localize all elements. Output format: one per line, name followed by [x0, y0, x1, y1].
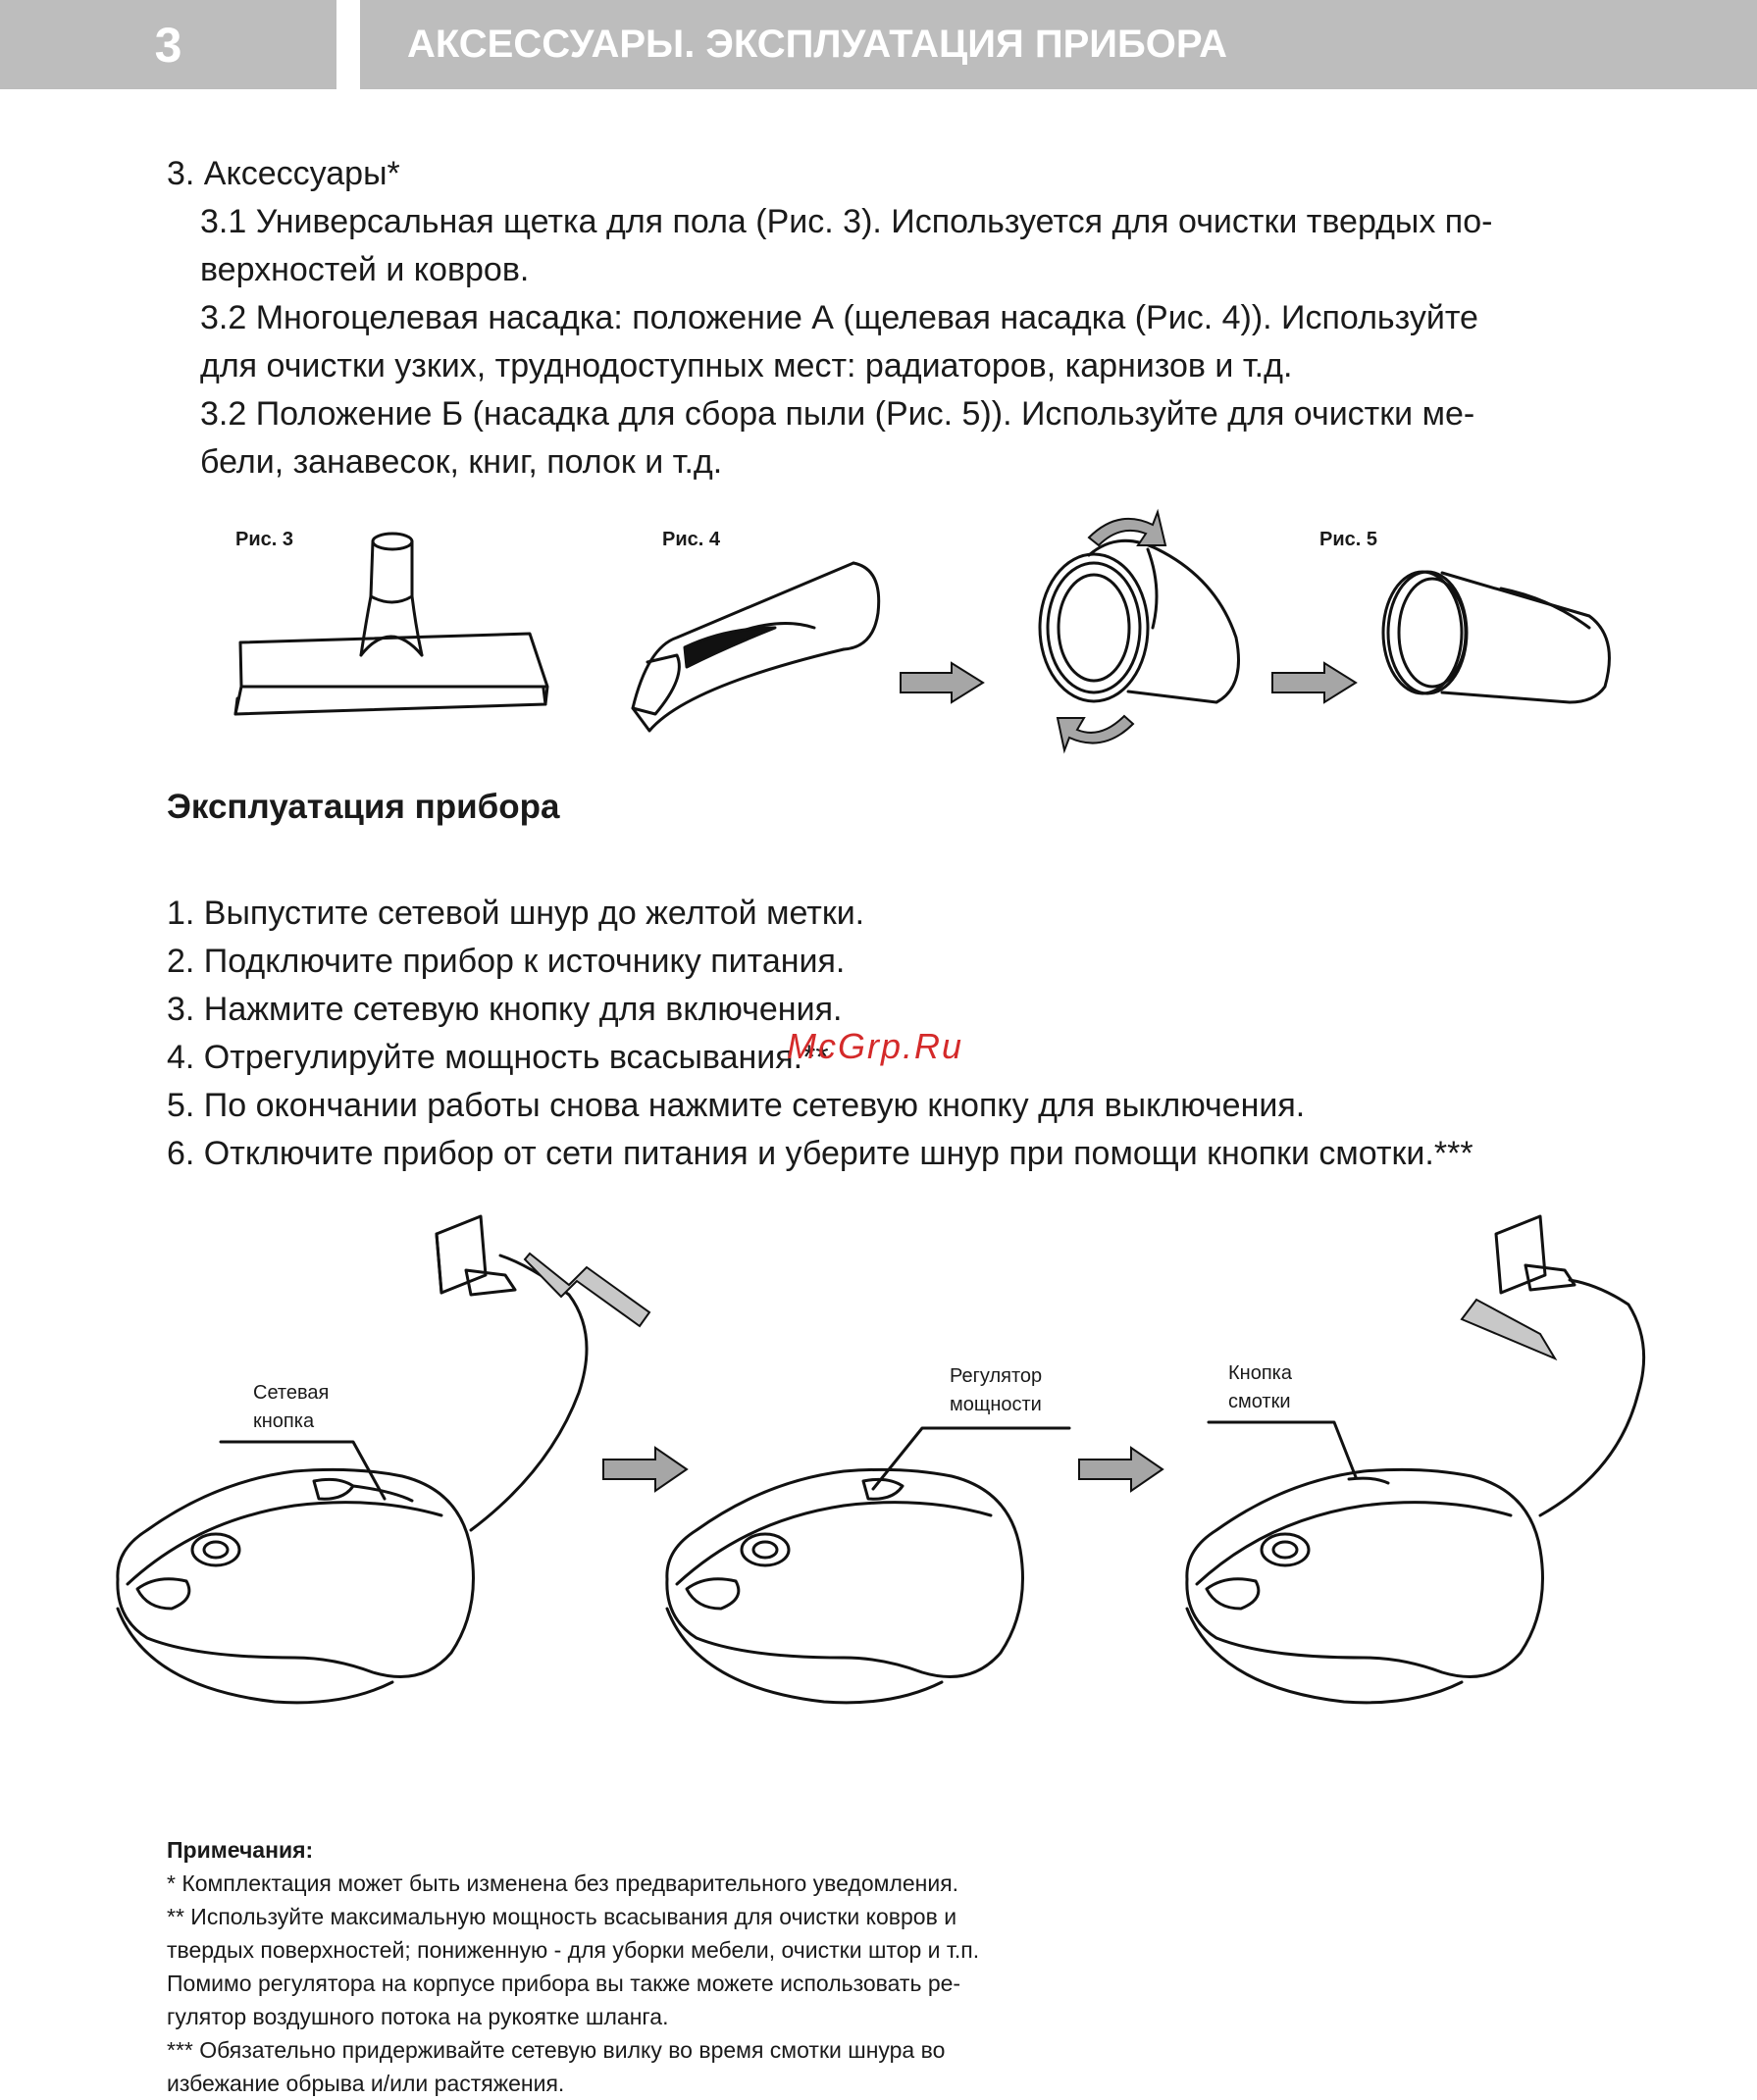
watermark: McGrp.Ru: [787, 1026, 964, 1066]
rewind-button-label: Кнопка смотки: [1228, 1362, 1292, 1412]
note-line: *** Обязательно придерживайте сетевую вилку во время смотки шнура во: [167, 2037, 946, 2063]
unplug-arrow-icon: [1462, 1300, 1555, 1358]
operation-step: 6. Отключите прибор от сети питания и уберите шнур при помощи кнопки смотки.***: [167, 1135, 1473, 1172]
accessories-line: 3.1 Универсальная щетка для пола (Рис. 3). Используется для очистки твердых по-: [200, 203, 1493, 240]
page-title: АКСЕССУАРЫ. ЭКСПЛУАТАЦИЯ ПРИБОРА: [360, 0, 1757, 89]
notes-title: Примечания:: [167, 1837, 314, 1863]
note-line: * Комплектация может быть изменена без предварительного уведомления.: [167, 1870, 959, 1896]
right-arrow-icon: [1079, 1448, 1163, 1491]
accessories-line: 3.2 Многоцелевая насадка: положение А (щелевая насадка (Рис. 4)). Используйте: [200, 299, 1478, 336]
plug-in-arrow-icon: [525, 1254, 649, 1326]
figure-4-label: Рис. 4: [662, 529, 720, 550]
accessories-line: 3.2 Положение Б (насадка для сбора пыли (Рис. 5)). Используйте для очистки ме-: [200, 395, 1475, 433]
operation-step: 2. Подключите прибор к источнику питания.: [167, 943, 846, 980]
operation-step: 1. Выпустите сетевой шнур до желтой метки.: [167, 895, 865, 932]
note-line: ** Используйте максимальную мощность всасывания для очистки ковров и: [167, 1904, 957, 1929]
note-line: твердых поверхностей; пониженную - для уборки мебели, очистки штор и т.п.: [167, 1937, 980, 1963]
vacuum-2-illustration: [667, 1469, 1023, 1703]
section-number: 3: [0, 0, 336, 89]
callout-line: [873, 1428, 1069, 1489]
accessories-line: для очистки узких, труднодоступных мест: радиаторов, карнизов и т.д.: [200, 347, 1293, 384]
accessories-heading: 3. Аксессуары*: [167, 155, 400, 192]
operation-heading: Эксплуатация прибора: [167, 788, 560, 826]
vacuum-1-illustration: [118, 1255, 587, 1703]
figure-3-label: Рис. 3: [235, 529, 293, 550]
figure-5-label: Рис. 5: [1319, 529, 1377, 550]
note-line: Помимо регулятора на корпусе прибора вы также можете использовать ре-: [167, 1971, 961, 1996]
accessories-line: бели, занавесок, книг, полок и т.д.: [200, 443, 723, 481]
right-arrow-icon: [603, 1448, 687, 1491]
power-button-label: Сетевая кнопка: [253, 1382, 330, 1432]
vacuum-3-illustration: [1187, 1280, 1644, 1703]
wall-socket-illustration: [1496, 1216, 1575, 1293]
callout-line: [1209, 1422, 1356, 1477]
operation-step: 5. По окончании работы снова нажмите сетевую кнопку для выключения.: [167, 1087, 1306, 1124]
accessories-line: верхностей и ковров.: [200, 251, 530, 288]
power-regulator-label: Регулятор мощности: [950, 1365, 1043, 1415]
operation-step: 4. Отрегулируйте мощность всасывания.**: [167, 1039, 829, 1076]
note-line: избежание обрыва и/или растяжения.: [167, 2071, 565, 2096]
operation-step: 3. Нажмите сетевую кнопку для включения.: [167, 991, 843, 1028]
note-line: гулятор воздушного потока на рукоятке шланга.: [167, 2004, 669, 2029]
notes: [167, 1833, 1393, 2100]
